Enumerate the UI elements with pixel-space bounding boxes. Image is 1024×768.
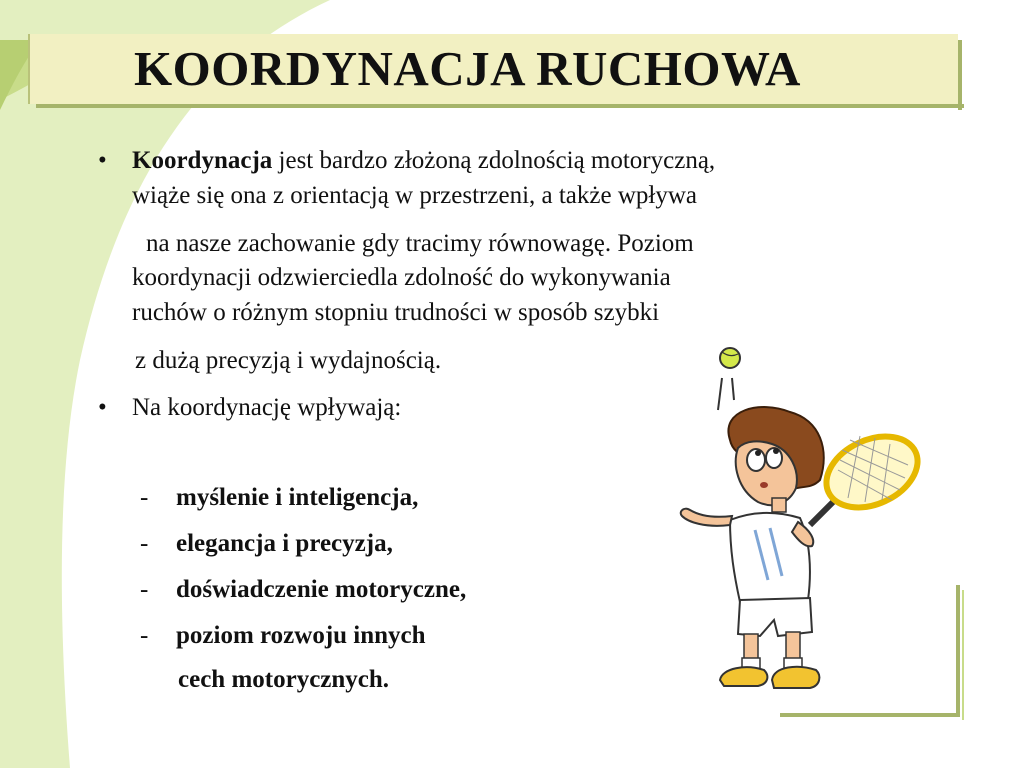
bullet1-line4: koordynacji odzwierciedla zdolność do wykonywania [132, 264, 671, 291]
dash-marker: - [140, 622, 149, 649]
bullet1-line1 [132, 145, 715, 176]
title-shadow-bottom [36, 104, 964, 108]
slide-title: KOORDYNACJA RUCHOWA [134, 41, 801, 96]
factor-item: doświadczenie motoryczne, [176, 576, 467, 603]
bullet-marker: • [98, 147, 107, 174]
bullet1-line1-rest: jest bardzo złożoną zdolnością motoryczną, [272, 147, 716, 174]
factor-item: poziom rozwoju innych [176, 622, 426, 649]
bullet1-line2: wiąże się ona z orientacją w przestrzeni, a także wpływa [132, 182, 697, 209]
bullet1-lead: Koordynacja [132, 147, 273, 174]
dash-marker: - [140, 530, 149, 557]
title-box [28, 34, 958, 104]
factor-continuation: cech motorycznych. [178, 666, 390, 693]
bullet-marker: • [98, 394, 107, 421]
factor-item: elegancja i precyzja, [176, 530, 393, 557]
bullet2-text: Na koordynację wpływają: [132, 394, 402, 421]
bullet1-line3: na nasze zachowanie gdy tracimy równowagę. Poziom [146, 230, 694, 257]
bullet1-line6: z dużą precyzją i wydajnością. [135, 347, 442, 374]
dash-marker: - [140, 576, 149, 603]
dash-marker: - [140, 484, 149, 511]
tennis-player-illustration [660, 340, 960, 700]
factor-item: myślenie i inteligencja, [176, 484, 419, 511]
title-shadow-right [958, 40, 962, 110]
bullet1-line5: ruchów o różnym stopniu trudności w sposób szybki [132, 299, 660, 326]
